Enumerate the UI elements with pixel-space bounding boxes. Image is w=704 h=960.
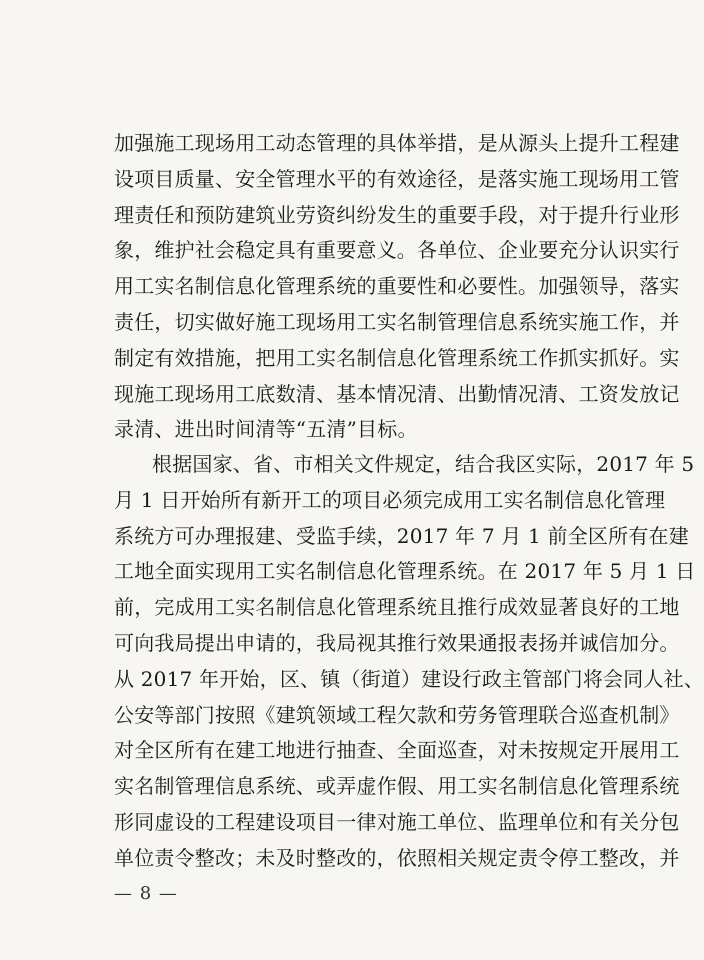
- page-number: — 8 —: [114, 883, 178, 904]
- paragraph-line: 工地全面实现用工实名制信息化管理系统。在 2017 年 5 月 1 日: [114, 559, 696, 584]
- paragraph-line: 责任，切实做好施工现场用工实名制管理信息系统实施工作，并: [114, 309, 680, 334]
- paragraph-line: 实名制管理信息系统、或弄虚作假、用工实名制信息化管理系统: [114, 774, 680, 799]
- paragraph-line: 对全区所有在建工地进行抽查、全面巡查，对未按规定开展用工: [114, 738, 680, 763]
- paragraph-line: 可向我局提出申请的，我局视其推行效果通报表扬并诚信加分。: [114, 630, 680, 655]
- paragraph-2: [114, 447, 704, 877]
- paragraph-line: 形同虚设的工程建设项目一律对施工单位、监理单位和有关分包: [114, 809, 680, 834]
- paragraph-line: 系统方可办理报建、受监手续，2017 年 7 月 1 前全区所有在建: [114, 523, 689, 548]
- paragraph-line: 用工实名制信息化管理系统的重要性和必要性。加强领导，落实: [114, 274, 680, 299]
- paragraph-line: 公安等部门按照《建筑领域工程欠款和劳务管理联合巡查机制》: [114, 702, 680, 727]
- paragraph-line: 从 2017 年开始，区、镇（街道）建设行政主管部门将会同人社、: [114, 666, 704, 691]
- paragraph-line: 加强施工现场用工动态管理的具体举措，是从源头上提升工程建: [114, 131, 680, 155]
- paragraph-line: 根据国家、省、市相关文件规定，结合我区实际，2017 年 5: [152, 452, 695, 476]
- paragraph-1: [114, 126, 680, 448]
- paragraph-line: 月 1 日开始所有新开工的项目必须完成用工实名制信息化管理: [114, 487, 666, 512]
- paragraph-line: 设项目质量、安全管理水平的有效途径，是落实施工现场用工管: [114, 166, 680, 191]
- paragraph-line: 前，完成用工实名制信息化管理系统且推行成效显著良好的工地: [114, 595, 680, 620]
- paragraph-line: 录清、进出时间清等“五清”目标。: [114, 417, 418, 442]
- paragraph-line: 制定有效措施，把用工实名制信息化管理系统工作抓实抓好。实: [114, 345, 680, 370]
- paragraph-line: 象，维护社会稳定具有重要意义。各单位、企业要充分认识实行: [114, 238, 680, 263]
- paragraph-line: 单位责令整改；未及时整改的，依照相关规定责令停工整改，并: [114, 845, 680, 870]
- paragraph-line: 现施工现场用工底数清、基本情况清、出勤情况清、工资发放记: [114, 381, 680, 406]
- paragraph-line: 理责任和预防建筑业劳资纠纷发生的重要手段，对于提升行业形: [114, 202, 680, 227]
